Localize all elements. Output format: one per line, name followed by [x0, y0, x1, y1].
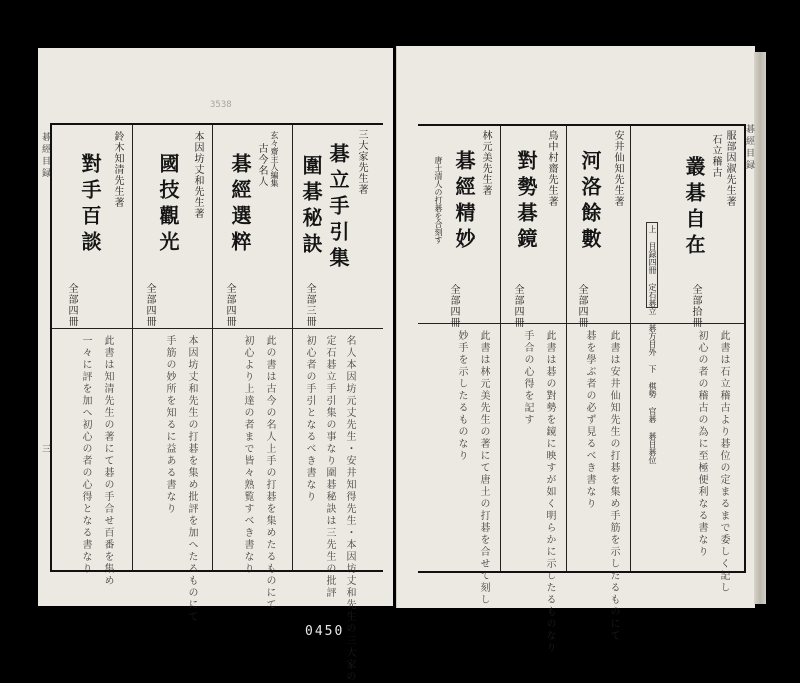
author-c: 鳥中村齋先生著: [546, 130, 557, 207]
description-3b: 手筋の妙所を知るに益ある書なり: [164, 335, 175, 515]
contents-note-box: [646, 222, 658, 464]
description-a2: 初心の者の稽古の為に至極便利なる書なり: [696, 330, 707, 558]
right-catalog-frame: [418, 124, 746, 654]
description-4b: 一々に評を加へ初心の者の心得となる書なり: [80, 335, 91, 575]
description-3a: 本因坊丈和先生の打碁を集め批評を加へたるものにて: [186, 335, 197, 623]
contents-note-line-2: 下 棋勢 官碁 碁目碁位: [648, 365, 657, 464]
author-b: 安井仙知先生著: [612, 130, 623, 207]
description-d1: 此書は林元美先生の著にて唐土の打碁を合せて刻し: [478, 330, 489, 606]
author-a: 服部因淑先生著: [724, 130, 735, 207]
description-2a: 此の書は古今の名人上手の打碁を集めたるものにて: [264, 335, 275, 611]
description-4a: 此書は知清先生の著にて碁の手合せ百番を集め: [102, 335, 113, 587]
volumes-2: 全部四冊: [224, 283, 235, 327]
column-divider: [292, 125, 293, 570]
description-c1: 此書は碁の對勢を鏡に映すが如く明らかに示したるものなり: [544, 330, 555, 654]
page-stack-edge: [754, 52, 766, 604]
volumes-c: 全部四冊: [512, 284, 523, 328]
book-title-a: 叢碁自在: [682, 156, 706, 260]
volumes-d: 全部四冊: [448, 284, 459, 328]
contents-note-line-1: 上 目録四冊 定石碁立 碁方目外: [648, 225, 657, 356]
book-title-1a: 碁立手引集: [326, 143, 350, 273]
book-title-4: 對手百談: [78, 153, 102, 257]
right-header: 碁經目録: [744, 124, 754, 172]
volumes-1: 全部三冊: [304, 283, 315, 327]
column-divider: [212, 125, 213, 570]
left-page-number: 三: [40, 444, 50, 456]
archive-frame-number: 0450: [305, 624, 345, 639]
column-divider: [132, 125, 133, 570]
author-4: 鈴木知清先生著: [112, 131, 123, 208]
description-1b: 定石碁立手引集の事なり圍碁秘訣は三先生の批評: [324, 335, 335, 599]
sub-note-d: 唐土清人の打碁を合刻す: [434, 156, 443, 244]
column-divider: [630, 126, 631, 571]
left-horizontal-rule: [52, 328, 383, 329]
author-d: 林元美先生著: [480, 130, 491, 196]
author-3: 本因坊丈和先生著: [192, 131, 203, 219]
description-2b: 初心より上達の者まで皆々熟覧すべき書なり: [242, 335, 253, 575]
book-subtitle-2: 古今名人: [256, 143, 267, 187]
book-title-d: 碁經精妙: [452, 150, 476, 254]
description-b1: 此書は安井仙知先生の打碁を集め手筋を示したるものにて: [608, 330, 619, 642]
description-c2: 手合の心得を記す: [522, 330, 533, 426]
faint-stamp-number: 3538: [210, 100, 232, 110]
book-title-c: 對勢碁鏡: [514, 150, 538, 254]
book-title-1b: 圍碁秘訣: [299, 155, 323, 259]
volumes-b: 全部四冊: [576, 284, 587, 328]
volumes-a: 全部拾冊: [690, 284, 701, 328]
volumes-4: 全部四冊: [66, 283, 77, 327]
description-d2: 妙手を示したるものなり: [456, 330, 467, 462]
column-divider: [566, 126, 567, 571]
description-b2: 碁を學ぶ者の必ず見るべき書なり: [584, 330, 595, 510]
book-title-2: 碁經選粹: [228, 153, 252, 257]
book-subtitle-a: 石立稽古: [710, 134, 721, 178]
description-1c: 初心者の手引となるべき書なり: [304, 335, 315, 503]
book-title-b: 河洛餘數: [578, 150, 602, 254]
volumes-3: 全部四冊: [144, 283, 155, 327]
description-1a: 名人本因坊元丈先生・安井知得先生・本因坊丈和先生の三大家の: [344, 335, 355, 683]
description-a1: 此書は石立稽古より碁位の定まるまで委しく記し: [718, 330, 729, 594]
book-title-3: 國技觀光: [156, 153, 180, 257]
column-divider: [500, 126, 501, 571]
author-2: 玄々齋主人編集: [270, 131, 279, 187]
author-1: 三大家先生著: [356, 129, 367, 195]
left-header: 碁經目録: [40, 132, 50, 180]
